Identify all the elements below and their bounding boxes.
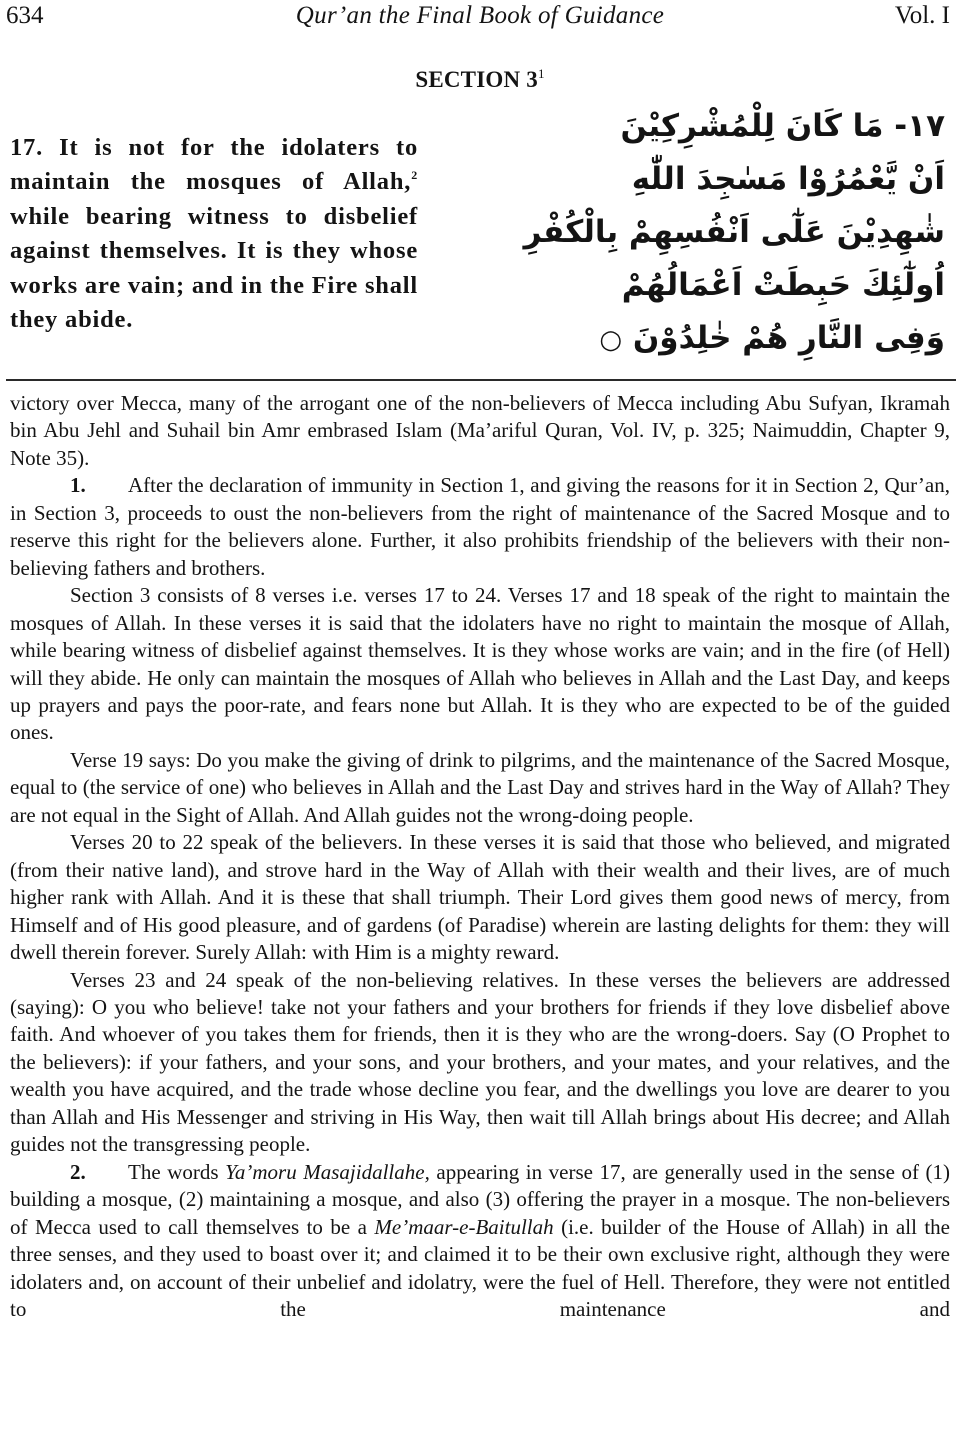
commentary xyxy=(10,390,950,1323)
verse-17-arabic xyxy=(523,100,945,367)
note-1-paragraph xyxy=(10,472,950,582)
verse-footnote-marker: 2 xyxy=(411,168,418,183)
continued-note-paragraph: victory over Mecca, many of the arrogant one of the non-believers of Mecca including Abu Sufyan, Ikramah bin Abu Jehl and Suhail bin Amr embrased Islam (Ma’ariful Quran, Vol. IV, p. 325; Naimuddin, Chapter 9, Note 35). xyxy=(10,391,950,470)
note-2-number: 2. xyxy=(70,1159,86,1184)
verse-translation-part1: 17. It is not for the idolaters to maintain the mosques of Allah, xyxy=(10,134,418,196)
verses-20-22-paragraph: Verses 20 to 22 speak of the believers. In these verses it is said that those who believed, and migrated (from their native land), and strove hard in the Way of Allah with their wealth and their lives, are of much higher rank with Allah. And it is these that shall triumph. Their Lord gives them good news of mercy, from Himself and of His good pleasure, and of gardens (of Paradise) wherein are lasting delights for them: they will dwell therein forever. Surely Allah: with Him is a mighty reward. xyxy=(10,830,950,965)
verse-translation-part2: while bearing witness to disbelief against themselves. It is they whose works are vain; and in the Fire shall they abide. xyxy=(10,202,418,334)
note-2-text-a: The words xyxy=(128,1159,226,1184)
verse-end-marker: ○ xyxy=(599,325,623,355)
page-number: 634 xyxy=(6,2,44,29)
section-3-summary-paragraph: Section 3 consists of 8 verses i.e. verses 17 to 24. Verses 17 and 18 speak of the right to maintain the mosques of Allah. In these verses it is said that the idolaters have no right to maintain the mosque of Allah, while bearing witness of disbelief against themselves. It is they whose works are vain; and in the fire (of Hell) will they abide. He only can maintain the mosques of Allah who believes in Allah and the Last Day, and keeps up prayers and pays the poor-rate, and fears none but Allah. It is they who are expected to be of the guided ones. xyxy=(10,583,950,745)
note-2-term-memaar: Me’maar-e-Baitullah xyxy=(374,1214,554,1239)
divider-rule xyxy=(6,379,956,381)
note-1-number: 1. xyxy=(70,473,86,498)
verses-23-24-paragraph: Verses 23 and 24 speak of the non-believing relatives. In these verses the believers are addressed (saying): O you who believe! take not your fathers and your brothers for friends if they love disbelief above faith. And whoever of you takes them for friends, then it is they who are the wrong-doers. Say (O Prophet to the believers): if your fathers, and your sons, and your brothers, and your mates, and your relatives, and the wealth you have acquired, and the trade whose decline you fear, and the dwellings you love are dearer to you than Allah and His Messenger and striving in His Way, then wait till Allah brings about His decree; and Allah guides not the transgressing people. xyxy=(10,967,950,1157)
verse-19-paragraph: Verse 19 says: Do you make the giving of drink to pilgrims, and the maintenance of the Sacred Mosque, equal to (the service of one) who believes in Allah and the Last Day and strives hard in the Way of Allah? They are not equal in the Sight of Allah. And Allah guides not the wrong-doing people. xyxy=(10,747,950,827)
arabic-line-2: اَنْ يَّعْمُرُوْا مَسٰجِدَ اللّٰهِ xyxy=(631,161,945,197)
arabic-line-3: شٰهِدِيْنَ عَلٰٓى اَنْفُسِهِمْ بِالْكُفْرِ xyxy=(523,214,945,250)
note-2-paragraph xyxy=(10,1159,950,1324)
arabic-line-5-text: وَفِى النَّارِ هُمْ خٰلِدُوْنَ xyxy=(632,320,945,356)
volume-label: Vol. I xyxy=(894,2,950,29)
arabic-line-1: ١٧- مَا كَانَ لِلْمُشْرِكِيْنَ xyxy=(620,108,945,144)
note-1-text: After the declaration of immunity in Section 1, and giving the reasons for it in Section 2, Qur’an, in Section 3, proceeds to oust the non-believers from the right of maintenance of the Sacred Mosque and to reserve this right for the believers alone. Further, it also prohibits friendship of the believers with their non-believing fathers and brothers. xyxy=(10,473,950,580)
note-2-text-b: appearing in verse 17, are generally used in the sense of (1) building a mosque, (2) maintaining a mosque, and also (3) offering the prayer in a mosque. The non-believers of Mecca used to call themselves to be a xyxy=(10,1159,950,1239)
section-label: SECTION 3 xyxy=(415,67,538,92)
note-2-text-c: (i.e. builder of the House of Allah) in all the three senses, and they used to boast over it; and claimed it to be their own exclusive right, although they were idolaters and, on account of their unbelief and idolatry, were the fuel of Hell. Therefore, they were not entitled to the maintenance and xyxy=(10,1214,951,1321)
section-heading xyxy=(0,66,960,93)
section-footnote-marker: 1 xyxy=(537,66,545,81)
running-head xyxy=(0,0,960,40)
verse-17-translation xyxy=(10,131,418,337)
arabic-line-4: اُولٰٓئِكَ حَبِطَتْ اَعْمَالُهُمْ xyxy=(621,267,945,303)
book-title: Qur’an the Final Book of Guidance xyxy=(295,2,665,29)
note-2-term-yamoru: Ya’moru Masajidallahe, xyxy=(225,1159,430,1184)
arabic-line-5 xyxy=(560,312,945,367)
